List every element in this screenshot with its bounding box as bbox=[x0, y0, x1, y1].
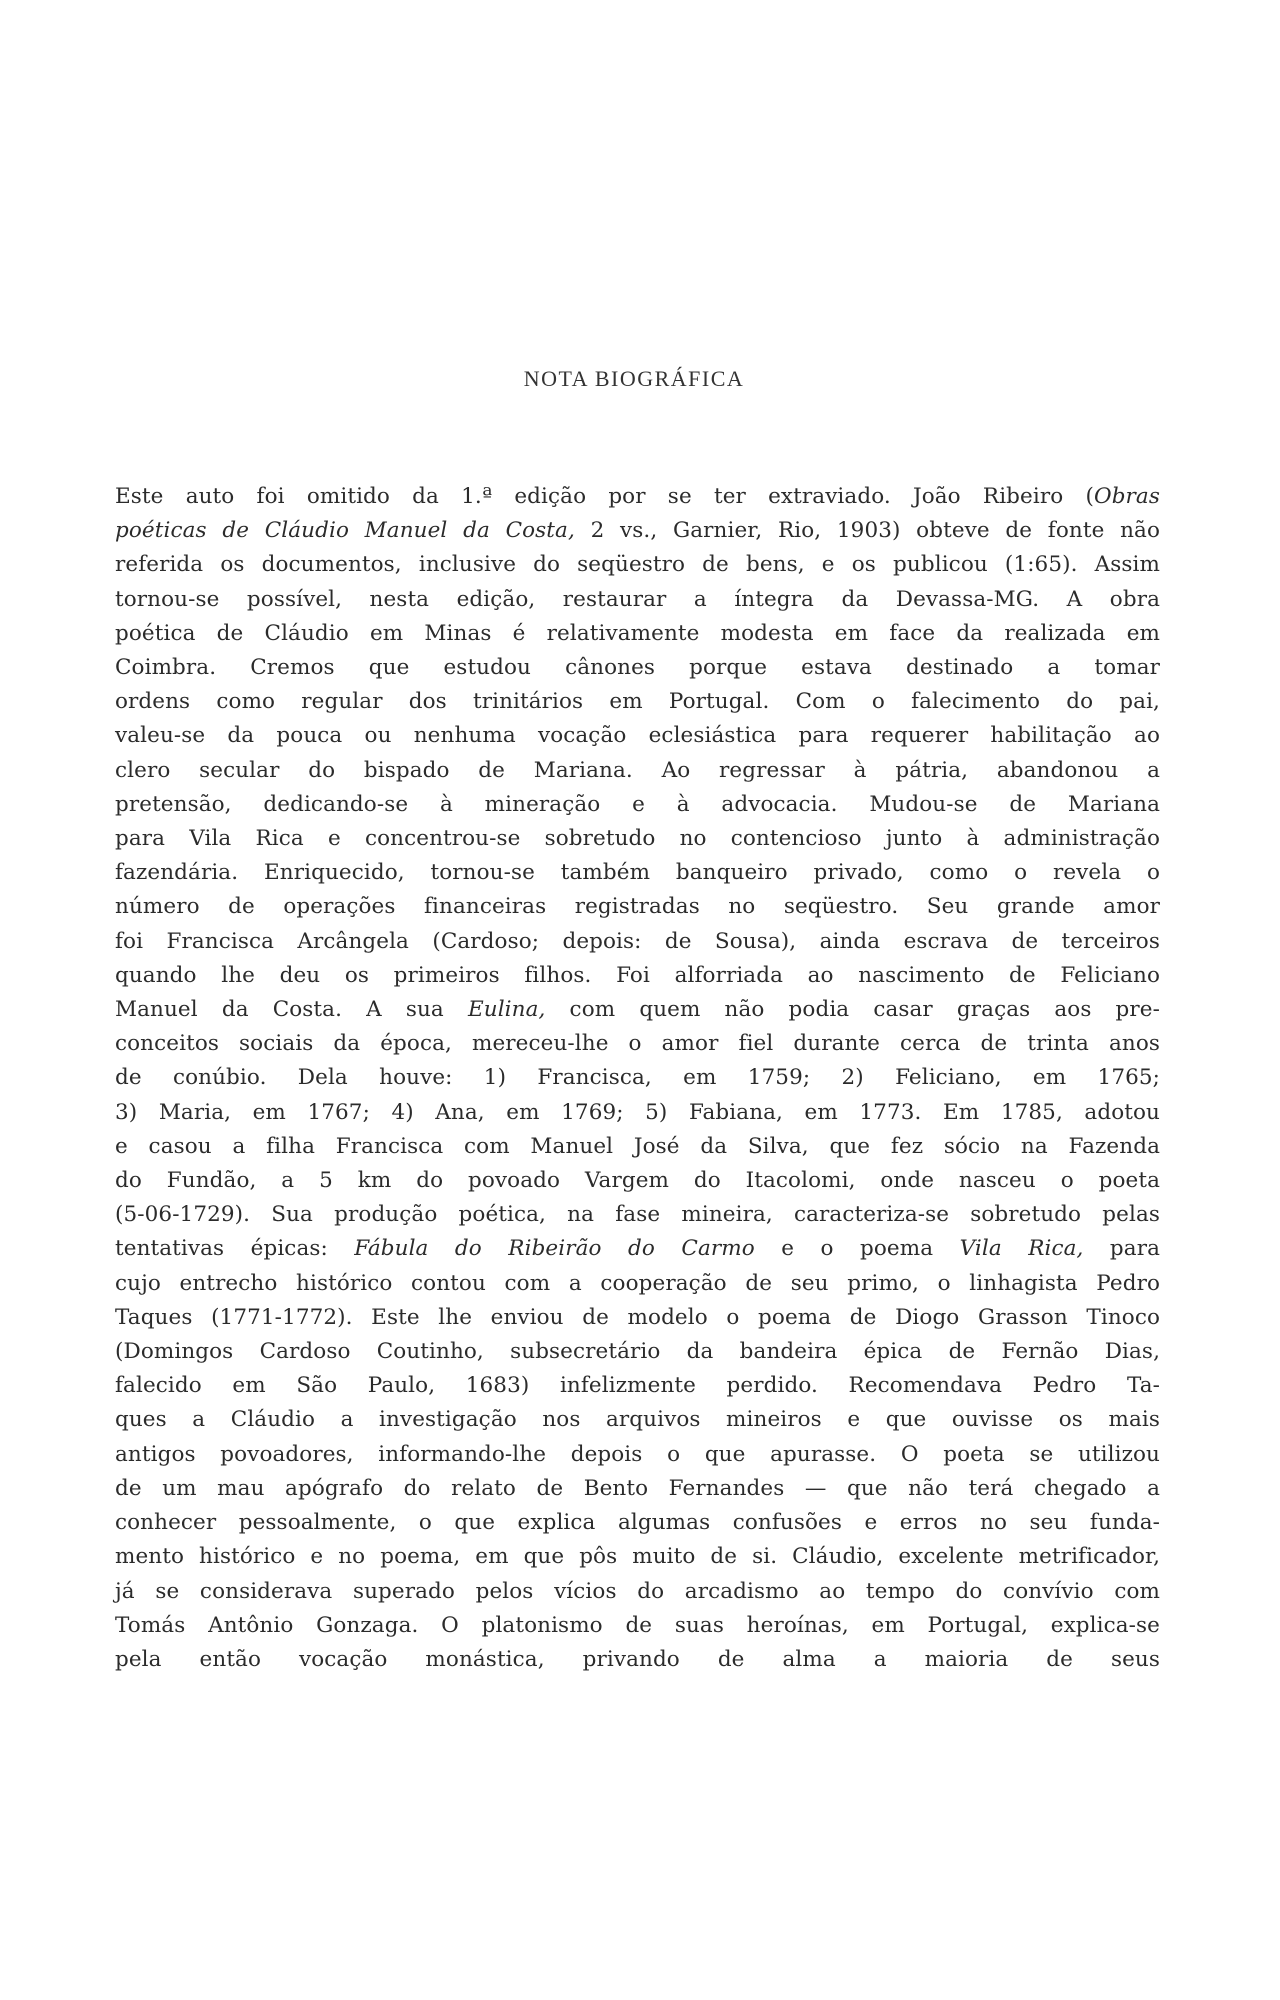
text-line bbox=[115, 685, 1160, 719]
text-segment: com quem não podia casar graças aos pre- bbox=[545, 997, 1160, 1023]
text-segment: (5-06-1729). Sua produção poética, na fase mineira, caracteriza-se sobretudo pelas bbox=[115, 1202, 1160, 1228]
text-line bbox=[115, 1335, 1160, 1369]
text-segment: antigos povoadores, informando-lhe depois o que apurasse. O poeta se utilizou bbox=[115, 1441, 1160, 1467]
text-line bbox=[115, 548, 1160, 582]
text-segment: mento histórico e no poema, em que pôs muito de si. Cláudio, excelente metrificador, bbox=[115, 1544, 1160, 1570]
text-line bbox=[115, 1575, 1160, 1609]
biographical-note-text bbox=[115, 480, 1160, 1677]
text-segment: Tomás Antônio Gonzaga. O platonismo de suas heroínas, em Portugal, explica-se bbox=[115, 1612, 1160, 1638]
text-line bbox=[115, 1198, 1160, 1232]
text-line bbox=[115, 1609, 1160, 1643]
page-title: NOTA BIOGRÁFICA bbox=[523, 366, 745, 391]
text-segment: referida os documentos, inclusive do seqüestro de bens, e os publicou (1:65). Assim bbox=[115, 552, 1160, 578]
text-line bbox=[115, 822, 1160, 856]
text-segment: falecido em São Paulo, 1683) infelizmente perdido. Recomendava Pedro Ta- bbox=[115, 1373, 1160, 1399]
italic-title: Vila Rica, bbox=[959, 1236, 1084, 1262]
text-line bbox=[115, 1540, 1160, 1574]
text-line bbox=[115, 788, 1160, 822]
text-segment: Este auto foi omitido da 1.ª edição por se ter extraviado. João Ribeiro ( bbox=[115, 484, 1094, 509]
text-line bbox=[115, 925, 1160, 959]
text-line bbox=[115, 1027, 1160, 1061]
text-segment: tentativas épicas: bbox=[115, 1236, 355, 1262]
text-segment: 2 vs., Garnier, Rio, 1903) obteve de fonte não bbox=[574, 518, 1160, 544]
text-line bbox=[115, 719, 1160, 753]
text-segment: e casou a filha Francisca com Manuel José da Silva, que fez sócio na Fazenda bbox=[115, 1133, 1160, 1159]
text-line bbox=[115, 1061, 1160, 1095]
text-line bbox=[115, 890, 1160, 924]
text-segment: tornou-se possível, nesta edição, restaurar a íntegra da Devassa-MG. A obra bbox=[115, 586, 1160, 612]
text-line bbox=[115, 856, 1160, 890]
text-segment: foi Francisca Arcângela (Cardoso; depois: de Sousa), ainda escrava de terceiros bbox=[115, 928, 1160, 954]
text-line bbox=[115, 617, 1160, 651]
text-segment: já se considerava superado pelos vícios do arcadismo ao tempo do convívio com bbox=[115, 1578, 1160, 1604]
text-segment: cujo entrecho histórico contou com a cooperação de seu primo, o linhagista Pedro bbox=[115, 1270, 1160, 1296]
text-segment: do Fundão, a 5 km do povoado Vargem do Itacolomi, onde nasceu o poeta bbox=[115, 1168, 1160, 1194]
italic-title: Obras bbox=[1093, 484, 1160, 509]
text-line bbox=[115, 514, 1160, 548]
text-segment: poética de Cláudio em Minas é relativamente modesta em face da realizada em bbox=[115, 620, 1160, 646]
text-line bbox=[115, 993, 1160, 1027]
italic-title: poéticas de Cláudio Manuel da Costa, bbox=[115, 518, 575, 544]
text-segment: pretensão, dedicando-se à mineração e à advocacia. Mudou-se de Mariana bbox=[115, 791, 1160, 817]
text-segment: ordens como regular dos trinitários em Portugal. Com o falecimento do pai, bbox=[115, 689, 1160, 715]
text-line bbox=[115, 1301, 1160, 1335]
text-segment: pela então vocação monástica, privando de alma a maioria de seus bbox=[115, 1646, 1160, 1672]
text-line bbox=[115, 1403, 1160, 1437]
text-segment: para bbox=[1083, 1236, 1161, 1262]
text-line bbox=[115, 1267, 1160, 1301]
text-segment: de um mau apógrafo do relato de Bento Fernandes — que não terá chegado a bbox=[115, 1475, 1160, 1501]
text-segment: quando lhe deu os primeiros filhos. Foi alforriada ao nascimento de Feliciano bbox=[115, 962, 1160, 988]
text-line bbox=[115, 480, 1160, 514]
text-line bbox=[115, 583, 1160, 617]
text-segment: conceitos sociais da época, mereceu-lhe o amor fiel durante cerca de trinta anos bbox=[115, 1031, 1160, 1057]
text-line bbox=[115, 754, 1160, 788]
text-line bbox=[115, 651, 1160, 685]
text-segment: ques a Cláudio a investigação nos arquivos mineiros e que ouvisse os mais bbox=[115, 1407, 1160, 1433]
text-segment: valeu-se da pouca ou nenhuma vocação eclesiástica para requerer habilitação ao bbox=[115, 723, 1160, 749]
text-segment: de conúbio. Dela houve: 1) Francisca, em 1759; 2) Feliciano, em 1765; bbox=[115, 1065, 1160, 1091]
text-segment: para Vila Rica e concentrou-se sobretudo no contencioso junto à administração bbox=[115, 826, 1160, 852]
text-segment: e o poema bbox=[754, 1236, 960, 1262]
text-line bbox=[115, 1164, 1160, 1198]
text-segment: Coimbra. Cremos que estudou cânones porque estava destinado a tomar bbox=[115, 655, 1160, 681]
text-segment: 3) Maria, em 1767; 4) Ana, em 1769; 5) Fabiana, em 1773. Em 1785, adotou bbox=[115, 1099, 1160, 1125]
text-line bbox=[115, 959, 1160, 993]
text-line bbox=[115, 1096, 1160, 1130]
text-line bbox=[115, 1472, 1160, 1506]
text-segment: Taques (1771-1772). Este lhe enviou de modelo o poema de Diogo Grasson Tinoco bbox=[115, 1304, 1160, 1330]
text-line bbox=[115, 1438, 1160, 1472]
text-segment: clero secular do bispado de Mariana. Ao regressar à pátria, abandonou a bbox=[115, 757, 1160, 783]
text-line bbox=[115, 1643, 1160, 1677]
text-segment: número de operações financeiras registradas no seqüestro. Seu grande amor bbox=[115, 894, 1160, 920]
text-segment: fazendária. Enriquecido, tornou-se também banqueiro privado, como o revela o bbox=[115, 860, 1160, 886]
text-line bbox=[115, 1232, 1160, 1266]
text-segment: (Domingos Cardoso Coutinho, subsecretário da bandeira épica de Fernão Dias, bbox=[115, 1339, 1160, 1365]
text-line bbox=[115, 1506, 1160, 1540]
text-line bbox=[115, 1130, 1160, 1164]
italic-title: Eulina, bbox=[467, 997, 546, 1023]
italic-title: Fábula do Ribeirão do Carmo bbox=[354, 1236, 755, 1262]
text-line bbox=[115, 1369, 1160, 1403]
text-segment: conhecer pessoalmente, o que explica algumas confusões e erros no seu funda- bbox=[115, 1510, 1160, 1536]
text-segment: Manuel da Costa. A sua bbox=[115, 997, 468, 1023]
